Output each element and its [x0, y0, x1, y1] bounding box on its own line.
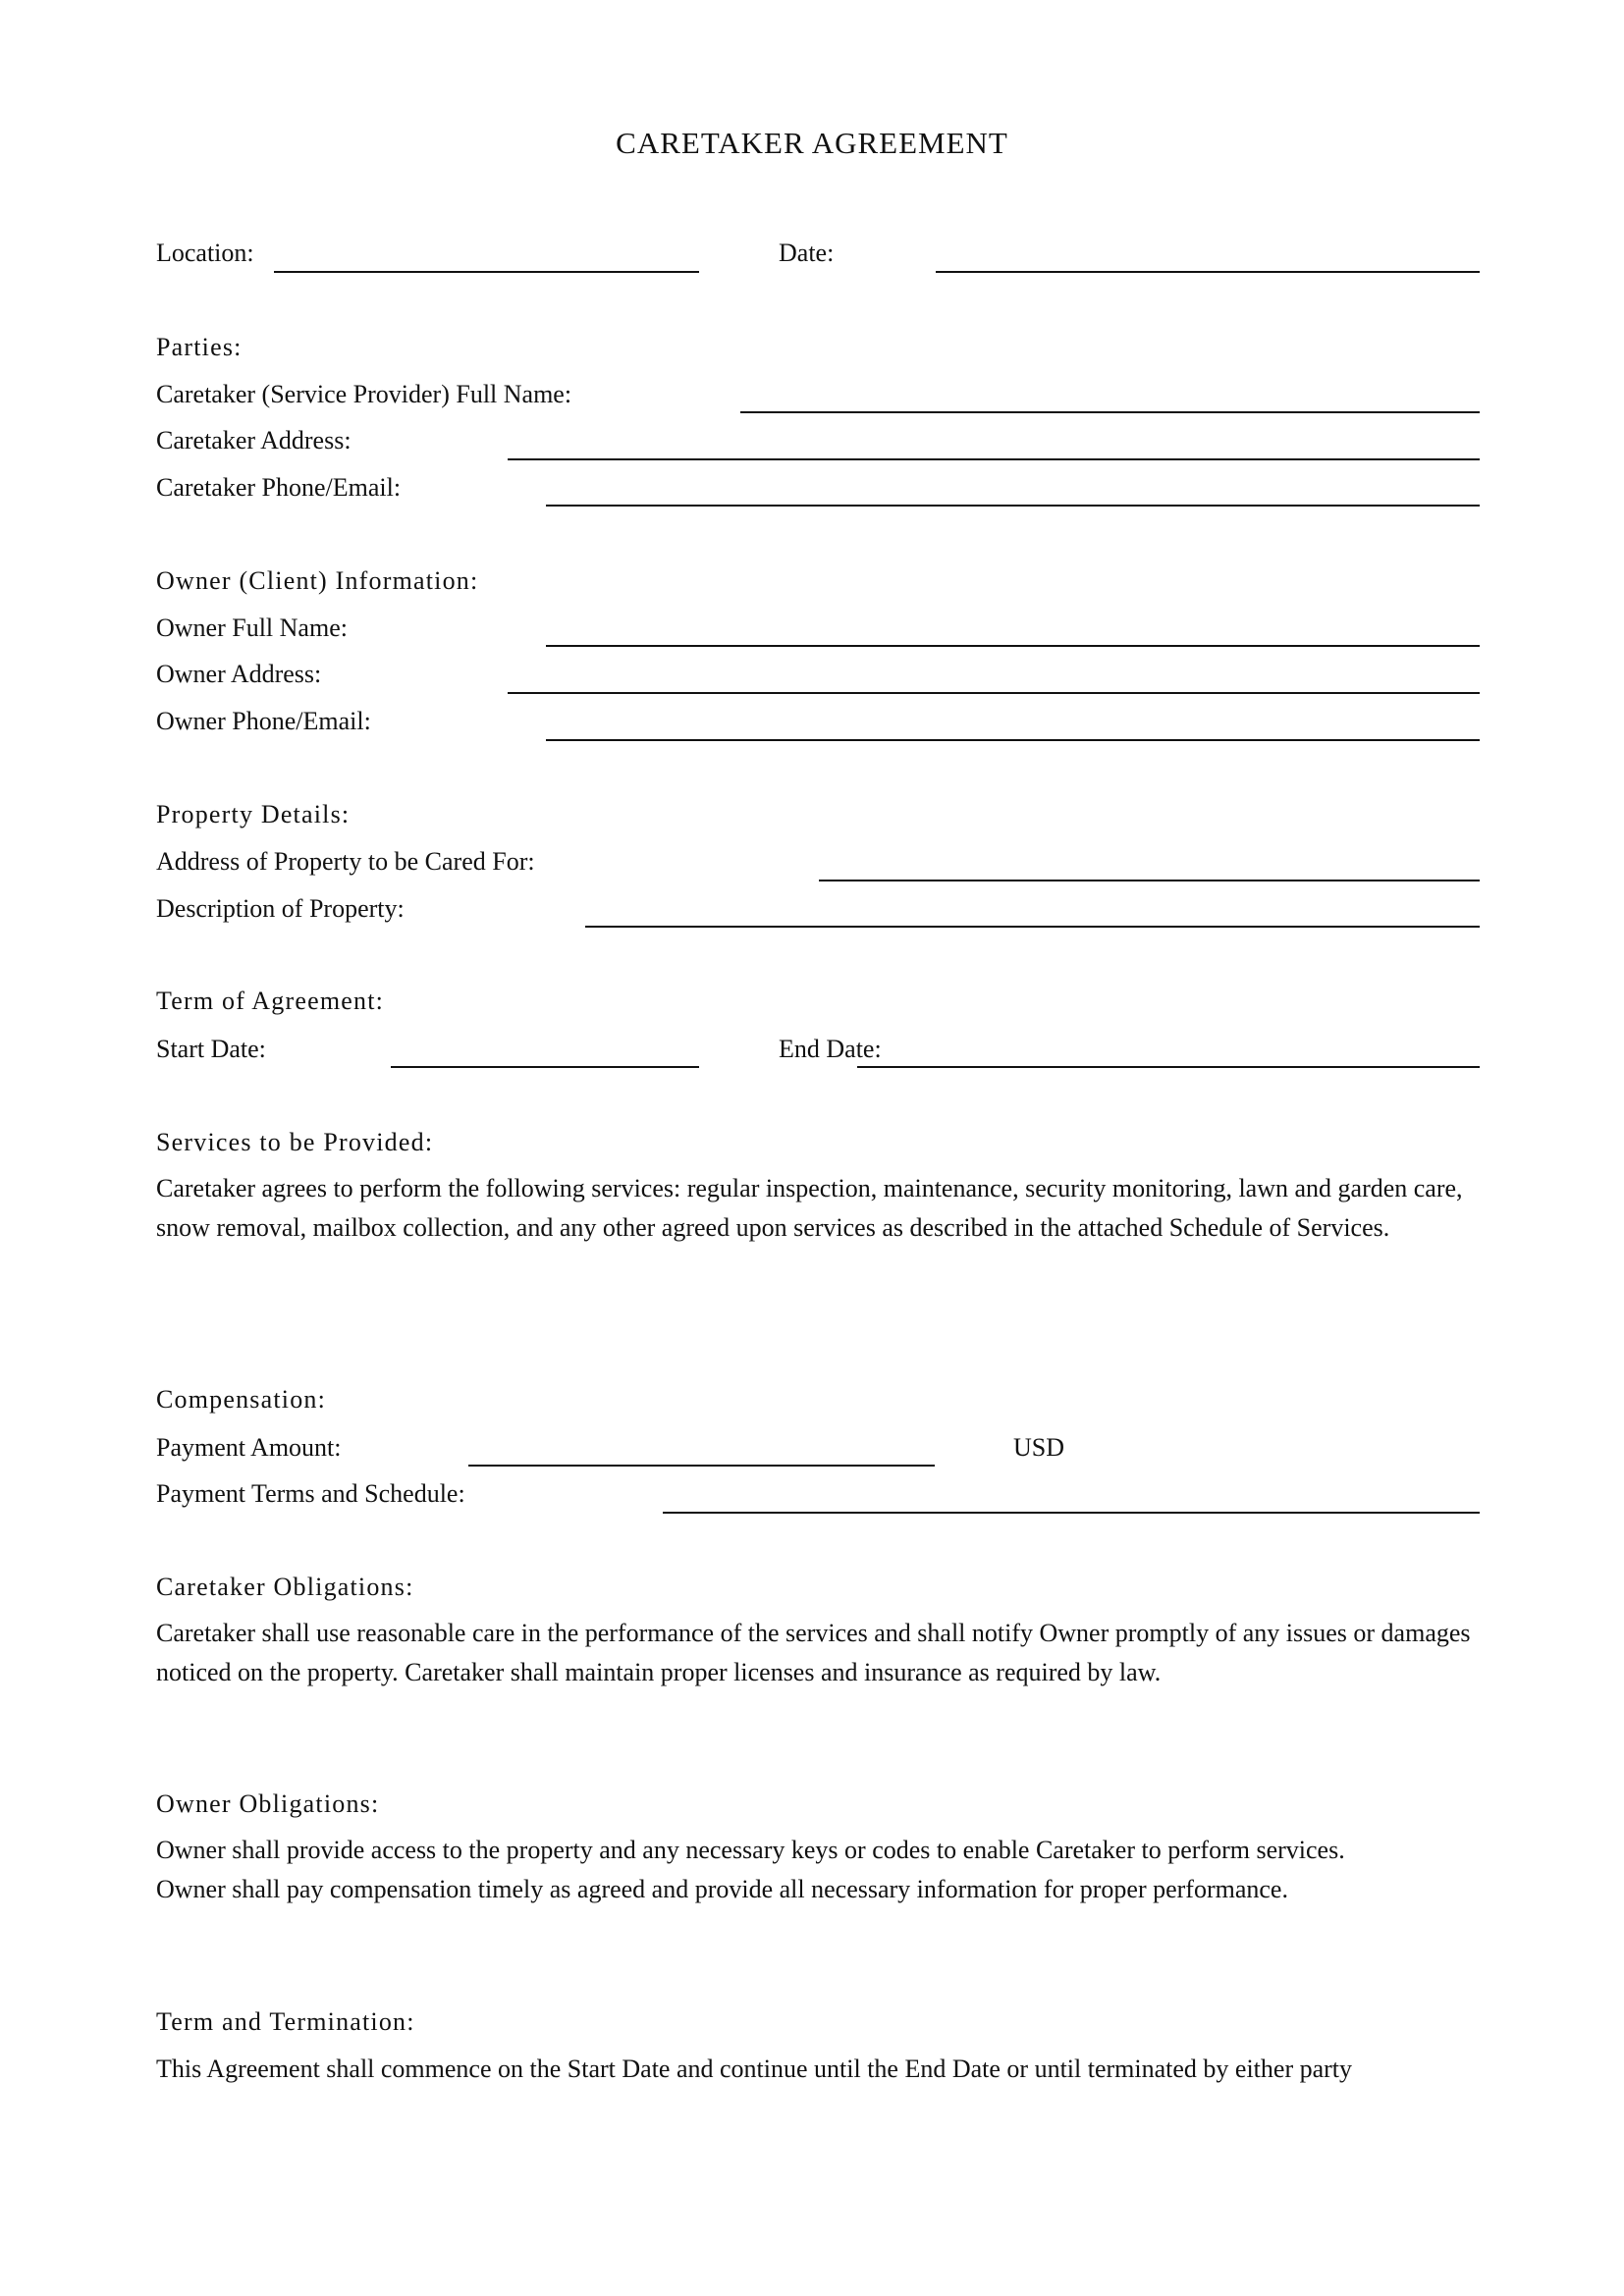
owner-name-label: Owner Full Name:	[156, 614, 348, 642]
owner-contact-underline	[546, 739, 1480, 741]
owner-contact-label: Owner Phone/Email:	[156, 707, 371, 735]
caretaker-name-underline	[740, 411, 1480, 413]
property-description-field[interactable]	[585, 890, 1480, 926]
document-title: CARETAKER AGREEMENT	[616, 126, 1008, 160]
term-heading: Term of Agreement:	[156, 987, 385, 1015]
caretaker-address-underline	[508, 458, 1480, 460]
owner-address-label: Owner Address:	[156, 660, 322, 688]
owner-contact-field[interactable]	[546, 704, 1480, 739]
property-description-label: Description of Property:	[156, 894, 405, 923]
caretaker-name-field[interactable]	[740, 376, 1480, 411]
owner-obligations-line-1: Owner shall provide access to the property and any necessary keys or codes to enable Caretaker to perform services.	[156, 1836, 1345, 1864]
caretaker-obligations-text: Caretaker shall use reasonable care in the performance of the services and shall notify Owner promptly of any issues or damages noticed on the property. Caretaker shall maintain proper licenses and insurance as required by law.	[156, 1619, 1471, 1686]
end-date-label: End Date:	[779, 1035, 882, 1063]
date-underline	[936, 271, 1480, 273]
location-field[interactable]	[274, 236, 699, 271]
location-underline	[274, 271, 699, 273]
caretaker-contact-label: Caretaker Phone/Email:	[156, 473, 402, 502]
caretaker-address-label: Caretaker Address:	[156, 426, 352, 454]
end-date-field[interactable]	[893, 1031, 1480, 1066]
property-address-label: Address of Property to be Cared For:	[156, 847, 535, 876]
start-date-label: Start Date:	[156, 1035, 266, 1063]
location-label: Location:	[156, 239, 254, 267]
caretaker-address-field[interactable]	[508, 423, 1480, 458]
currency-label: USD	[1013, 1433, 1065, 1462]
payment-terms-field[interactable]	[663, 1476, 1480, 1512]
compensation-heading: Compensation:	[156, 1385, 327, 1414]
owner-heading: Owner (Client) Information:	[156, 566, 479, 595]
start-date-field[interactable]	[391, 1031, 699, 1066]
owner-address-field[interactable]	[508, 657, 1480, 692]
services-heading: Services to be Provided:	[156, 1128, 434, 1156]
caretaker-contact-field[interactable]	[546, 469, 1480, 505]
payment-amount-field[interactable]	[468, 1429, 935, 1465]
owner-obligations-heading: Owner Obligations:	[156, 1789, 380, 1818]
caretaker-name-label: Caretaker (Service Provider) Full Name:	[156, 380, 572, 408]
property-address-underline	[819, 880, 1480, 881]
property-description-underline	[585, 926, 1480, 928]
payment-terms-label: Payment Terms and Schedule:	[156, 1479, 465, 1508]
owner-name-field[interactable]	[546, 610, 1480, 645]
end-date-underline	[857, 1066, 1480, 1068]
caretaker-contact-underline	[546, 505, 1480, 507]
owner-address-underline	[508, 692, 1480, 694]
termination-heading: Term and Termination:	[156, 2007, 415, 2036]
payment-terms-underline	[663, 1512, 1480, 1514]
termination-text: This Agreement shall commence on the Start Date and continue until the End Date or until terminated by either party	[156, 2055, 1353, 2083]
property-heading: Property Details:	[156, 800, 351, 828]
services-text: Caretaker agrees to perform the following services: regular inspection, maintenance, security monitoring, lawn and garden care, snow removal, mailbox collection, and any other agreed upon services as described in the attached Schedule of Services.	[156, 1174, 1463, 1242]
payment-amount-underline	[468, 1465, 935, 1467]
property-address-field[interactable]	[819, 844, 1480, 880]
owner-name-underline	[546, 645, 1480, 647]
caretaker-obligations-heading: Caretaker Obligations:	[156, 1573, 414, 1601]
payment-amount-label: Payment Amount:	[156, 1433, 342, 1462]
parties-heading: Parties:	[156, 333, 243, 361]
start-date-underline	[391, 1066, 699, 1068]
owner-obligations-line-2: Owner shall pay compensation timely as agreed and provide all necessary information for proper performance.	[156, 1875, 1288, 1903]
date-field[interactable]	[936, 236, 1480, 271]
date-label: Date:	[779, 239, 835, 267]
